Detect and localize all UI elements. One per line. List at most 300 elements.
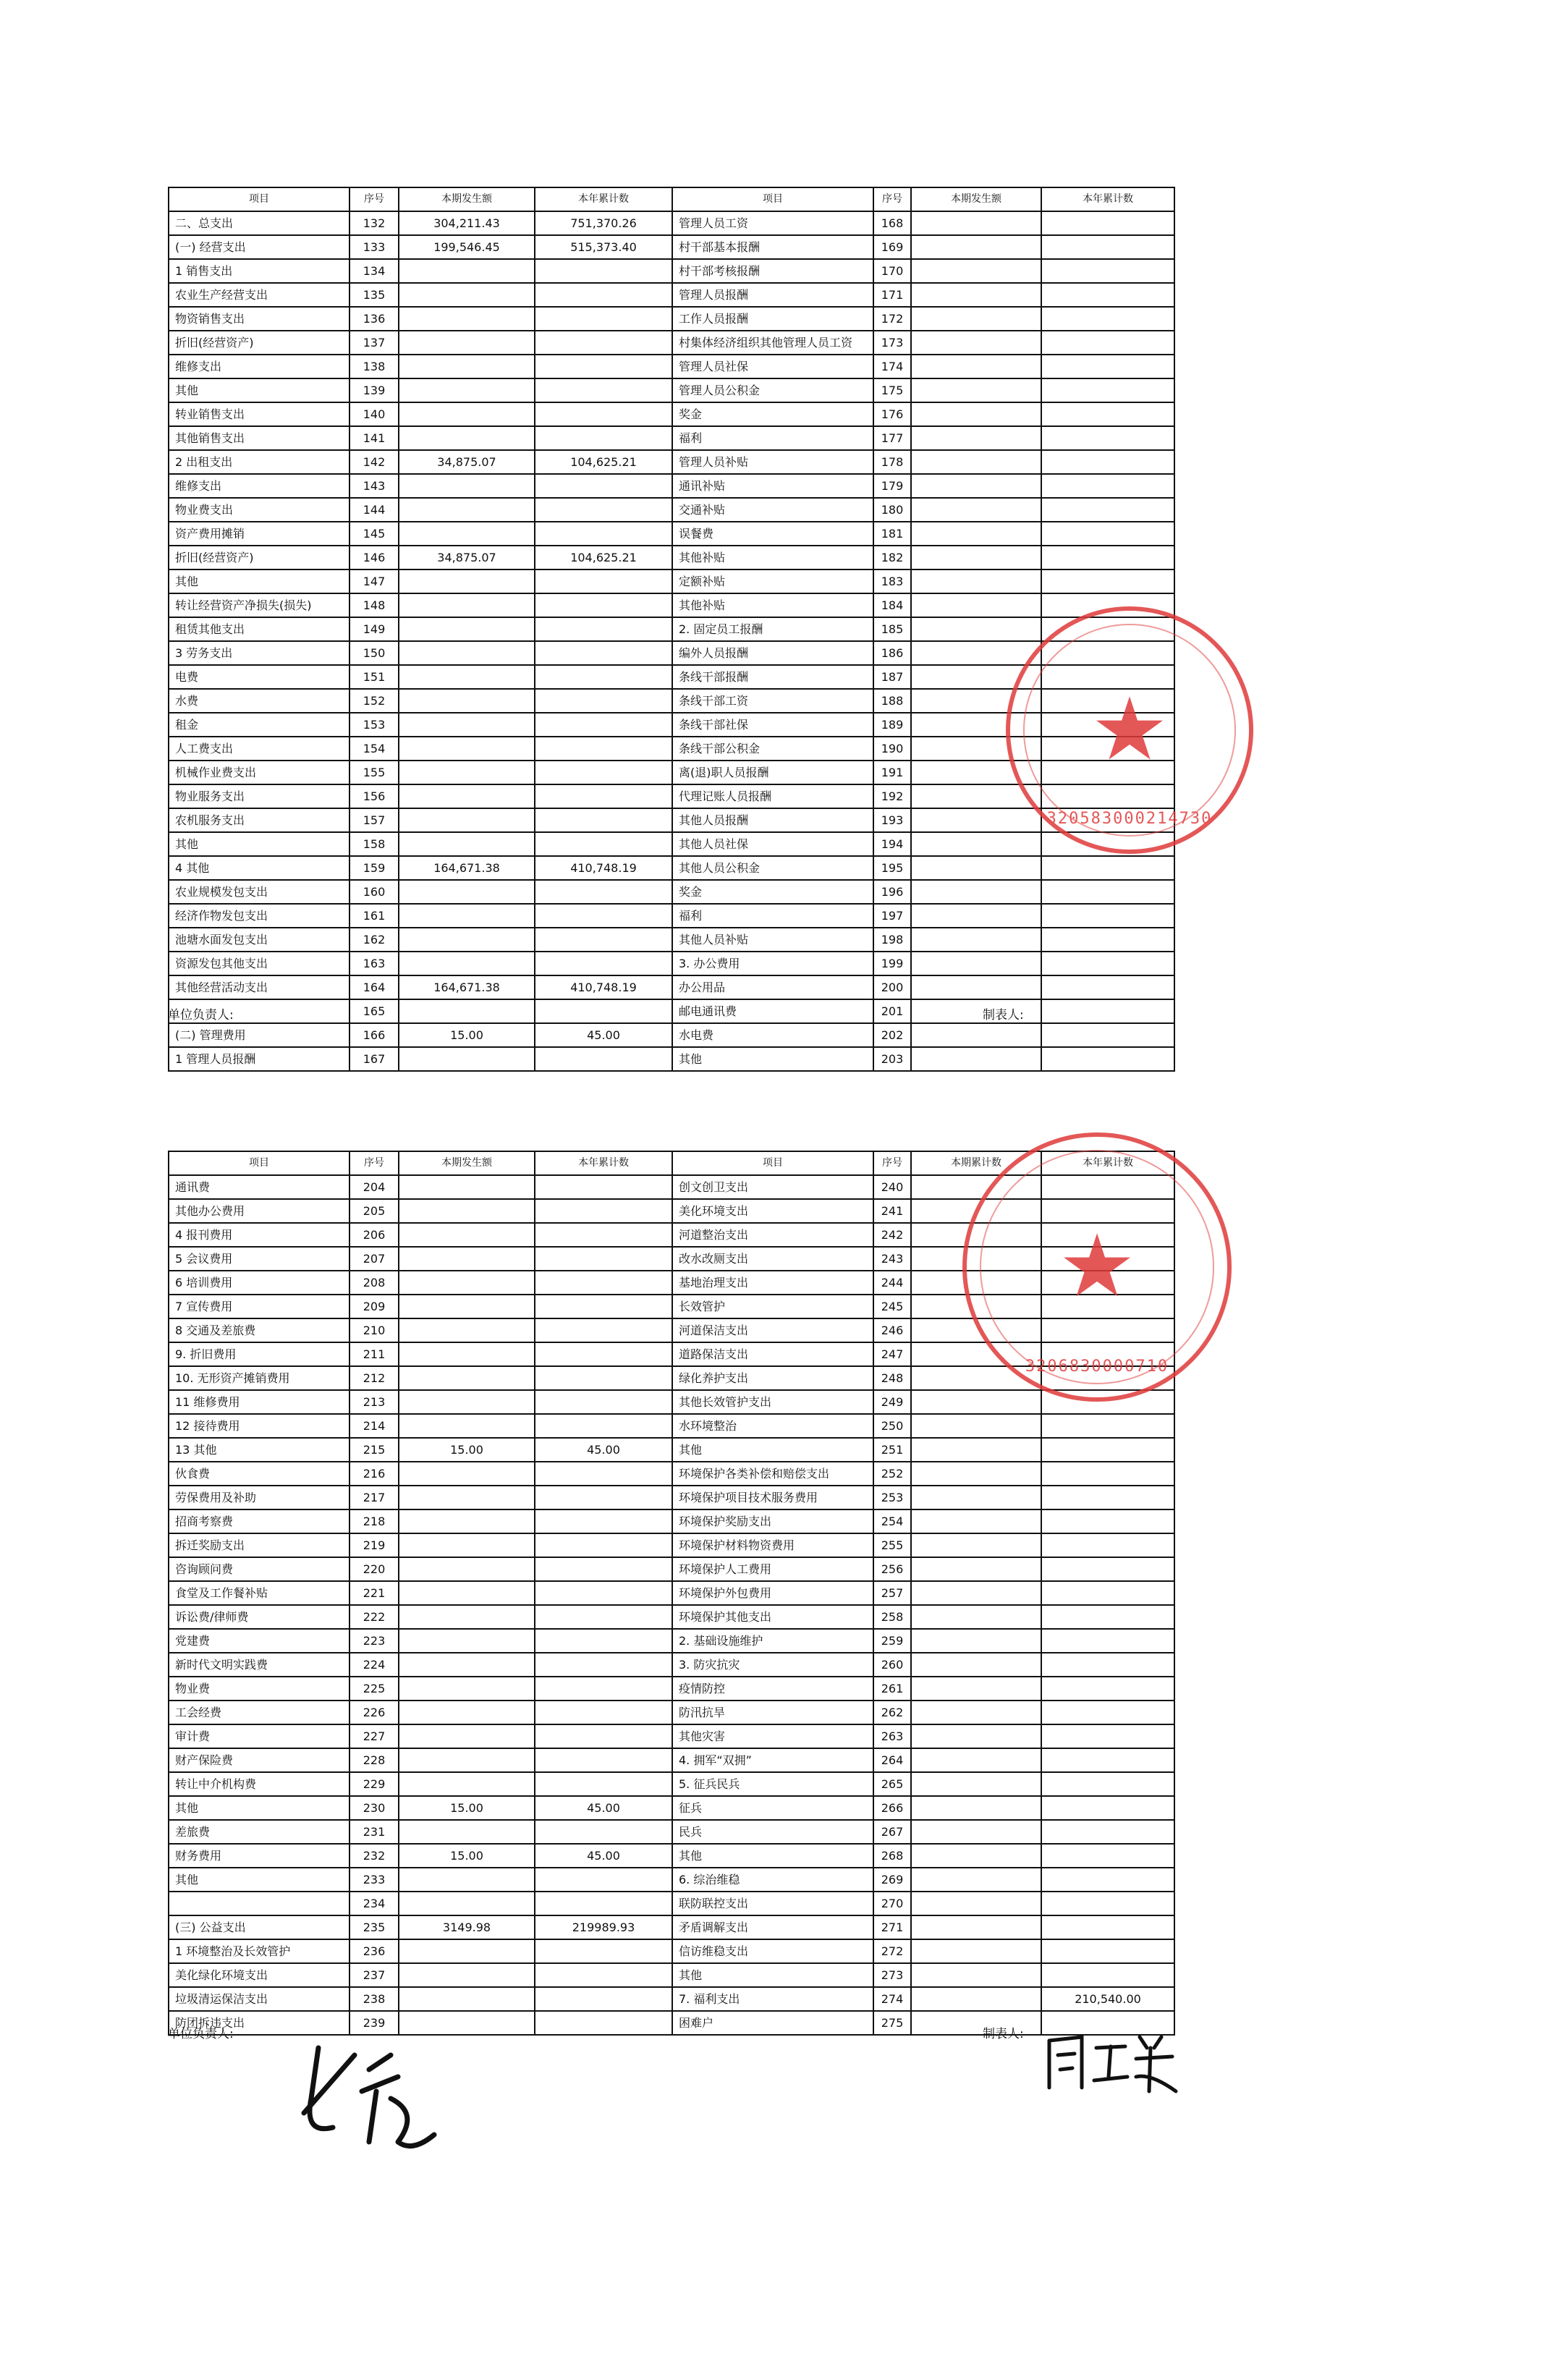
right-ytd-cell (1041, 402, 1174, 426)
table-row (169, 259, 1174, 283)
left-current-cell (399, 880, 535, 904)
left-ytd-cell (535, 1557, 672, 1581)
right-no-cell: 240 (873, 1175, 911, 1199)
left-item-cell: 咨询顾问费 (169, 1557, 350, 1581)
right-current-cell (911, 1844, 1041, 1868)
right-current-cell (911, 641, 1041, 665)
right-item-cell: 矛盾调解支出 (672, 1915, 873, 1939)
right-no-cell: 257 (873, 1581, 911, 1605)
left-no-cell: 221 (350, 1581, 399, 1605)
left-no-cell: 143 (350, 474, 399, 498)
table-row (169, 1023, 1174, 1047)
right-ytd-cell (1041, 1047, 1174, 1071)
left-current-cell (399, 1677, 535, 1701)
left-item-cell: 水费 (169, 689, 350, 713)
right-ytd-cell (1041, 378, 1174, 402)
right-item-cell: 通讯补贴 (672, 474, 873, 498)
right-no-cell: 174 (873, 355, 911, 378)
right-no-cell: 248 (873, 1366, 911, 1390)
left-item-cell: 转让经营资产净损失(损失) (169, 593, 350, 617)
table-row (169, 880, 1174, 904)
table-row (169, 1390, 1174, 1414)
table-row (169, 1724, 1174, 1748)
left-current-cell (399, 1963, 535, 1987)
left-ytd-cell (535, 880, 672, 904)
right-item-cell: 交通补贴 (672, 498, 873, 522)
left-item-cell: 人工费支出 (169, 737, 350, 761)
left-current-cell (399, 665, 535, 689)
table-row (169, 1414, 1174, 1438)
right-no-cell: 197 (873, 904, 911, 928)
left-item-cell: 食堂及工作餐补贴 (169, 1581, 350, 1605)
right-ytd-cell (1041, 1868, 1174, 1892)
right-ytd-cell (1041, 1438, 1174, 1462)
right-item-cell: 福利 (672, 904, 873, 928)
right-current-cell (911, 952, 1041, 975)
table-row (169, 1963, 1174, 1987)
table-row (169, 522, 1174, 546)
right-ytd-cell (1041, 952, 1174, 975)
left-current-cell (399, 1390, 535, 1414)
left-no-cell: 217 (350, 1486, 399, 1509)
right-no-cell: 194 (873, 832, 911, 856)
left-item-cell: 其他 (169, 832, 350, 856)
left-item-cell: 差旅费 (169, 1820, 350, 1844)
left-current-cell (399, 641, 535, 665)
table-row (169, 307, 1174, 331)
right-no-cell: 245 (873, 1295, 911, 1318)
left-current-cell (399, 761, 535, 784)
right-current-cell (911, 283, 1041, 307)
left-current-cell (399, 1199, 535, 1223)
right-current-cell (911, 1581, 1041, 1605)
left-current-cell (399, 1868, 535, 1892)
right-item-cell: 邮电通讯费 (672, 999, 873, 1023)
right-ytd-cell (1041, 1748, 1174, 1772)
right-item-cell: 民兵 (672, 1820, 873, 1844)
header-item: 项目 (169, 187, 350, 211)
left-no-cell: 233 (350, 1868, 399, 1892)
right-no-cell: 268 (873, 1844, 911, 1868)
left-no-cell: 135 (350, 283, 399, 307)
left-item-cell: 工会经费 (169, 1701, 350, 1724)
left-item-cell: 农业规模发包支出 (169, 880, 350, 904)
right-current-cell (911, 569, 1041, 593)
left-current-cell (399, 928, 535, 952)
left-no-cell: 232 (350, 1844, 399, 1868)
left-current-cell (399, 808, 535, 832)
right-ytd-cell (1041, 235, 1174, 259)
left-no-cell: 158 (350, 832, 399, 856)
right-current-cell (911, 1438, 1041, 1462)
right-item-cell: 征兵 (672, 1796, 873, 1820)
right-item-cell: 条线干部工资 (672, 689, 873, 713)
right-item-cell: 疫情防控 (672, 1677, 873, 1701)
left-ytd-cell: 410,748.19 (535, 856, 672, 880)
left-current-cell (399, 952, 535, 975)
right-current-cell (911, 1677, 1041, 1701)
right-current-cell (911, 1748, 1041, 1772)
right-current-cell (911, 522, 1041, 546)
left-ytd-cell (535, 1868, 672, 1892)
left-ytd-cell (535, 498, 672, 522)
table-row (169, 331, 1174, 355)
left-current-cell (399, 1223, 535, 1247)
left-current-cell: 304,211.43 (399, 211, 535, 235)
left-current-cell (399, 1486, 535, 1509)
left-current-cell (399, 402, 535, 426)
left-no-cell: 219 (350, 1533, 399, 1557)
left-ytd-cell: 45.00 (535, 1438, 672, 1462)
unit-head-signature (289, 2026, 456, 2156)
table-row (169, 1892, 1174, 1915)
right-no-cell: 267 (873, 1820, 911, 1844)
right-no-cell: 193 (873, 808, 911, 832)
right-ytd-cell (1041, 546, 1174, 569)
right-no-cell: 175 (873, 378, 911, 402)
right-ytd-cell (1041, 1653, 1174, 1677)
right-current-cell (911, 1868, 1041, 1892)
left-item-cell: 池塘水面发包支出 (169, 928, 350, 952)
right-current-cell (911, 1509, 1041, 1533)
left-no-cell: 213 (350, 1390, 399, 1414)
left-item-cell: 物业费 (169, 1677, 350, 1701)
left-ytd-cell (535, 928, 672, 952)
right-ytd-cell (1041, 1414, 1174, 1438)
right-ytd-cell (1041, 1915, 1174, 1939)
right-current-cell (911, 880, 1041, 904)
left-current-cell (399, 713, 535, 737)
left-ytd-cell (535, 1247, 672, 1271)
right-no-cell: 263 (873, 1724, 911, 1748)
left-no-cell: 147 (350, 569, 399, 593)
right-item-cell: 其他 (672, 1438, 873, 1462)
right-item-cell: 防汛抗旱 (672, 1701, 873, 1724)
header-no: 序号 (873, 1151, 911, 1175)
table-row (169, 593, 1174, 617)
left-item-cell: 12 接待费用 (169, 1414, 350, 1438)
right-item-cell: 条线干部公积金 (672, 737, 873, 761)
table-row (169, 1653, 1174, 1677)
left-current-cell (399, 522, 535, 546)
table-row (169, 474, 1174, 498)
left-item-cell: 防团拆违支出 (169, 2011, 350, 2035)
table-row (169, 1605, 1174, 1629)
right-ytd-cell: 210,540.00 (1041, 1987, 1174, 2011)
right-ytd-cell (1041, 904, 1174, 928)
right-current-cell (911, 1701, 1041, 1724)
left-current-cell: 164,671.38 (399, 975, 535, 999)
left-ytd-cell (535, 402, 672, 426)
left-ytd-cell (535, 689, 672, 713)
right-item-cell: 其他长效管护支出 (672, 1390, 873, 1414)
left-current-cell (399, 1047, 535, 1071)
left-current-cell (399, 832, 535, 856)
left-item-cell: 其他 (169, 1796, 350, 1820)
right-current-cell (911, 1629, 1041, 1653)
right-current-cell (911, 1892, 1041, 1915)
left-item-cell (169, 1892, 350, 1915)
left-no-cell: 146 (350, 546, 399, 569)
left-current-cell (399, 1318, 535, 1342)
right-no-cell: 184 (873, 593, 911, 617)
left-item-cell: 其他 (169, 1868, 350, 1892)
preparer-label: 制表人: (983, 1008, 1024, 1022)
right-item-cell: 其他 (672, 1963, 873, 1987)
left-item-cell: 8 交通及差旅费 (169, 1318, 350, 1342)
right-current-cell (911, 450, 1041, 474)
right-no-cell: 259 (873, 1629, 911, 1653)
table-row (169, 904, 1174, 928)
left-item-cell: 机械作业费支出 (169, 761, 350, 784)
right-item-cell: 奖金 (672, 402, 873, 426)
left-no-cell: 165 (350, 999, 399, 1023)
header-item: 项目 (672, 1151, 873, 1175)
left-current-cell (399, 689, 535, 713)
right-no-cell: 246 (873, 1318, 911, 1342)
left-item-cell: 维修支出 (169, 474, 350, 498)
left-ytd-cell (535, 1462, 672, 1486)
right-ytd-cell (1041, 307, 1174, 331)
left-no-cell: 226 (350, 1701, 399, 1724)
table-row (169, 1557, 1174, 1581)
right-no-cell: 254 (873, 1509, 911, 1533)
right-current-cell (911, 1557, 1041, 1581)
table-row (169, 1047, 1174, 1071)
left-item-cell: 1 管理人员报酬 (169, 1047, 350, 1071)
right-item-cell: 其他人员报酬 (672, 808, 873, 832)
right-ytd-cell (1041, 999, 1174, 1023)
left-item-cell: 转业销售支出 (169, 402, 350, 426)
right-no-cell: 200 (873, 975, 911, 999)
right-no-cell: 190 (873, 737, 911, 761)
table-row (169, 378, 1174, 402)
table-row (169, 1509, 1174, 1533)
right-no-cell: 177 (873, 426, 911, 450)
header-no: 序号 (350, 187, 399, 211)
right-item-cell: 条线干部报酬 (672, 665, 873, 689)
right-current-cell (911, 331, 1041, 355)
header-no: 序号 (350, 1151, 399, 1175)
left-ytd-cell (535, 1533, 672, 1557)
left-item-cell: 资源发包其他支出 (169, 952, 350, 975)
left-item-cell: 1 销售支出 (169, 259, 350, 283)
left-no-cell: 209 (350, 1295, 399, 1318)
left-current-cell: 34,875.07 (399, 450, 535, 474)
right-no-cell: 198 (873, 928, 911, 952)
left-no-cell: 220 (350, 1557, 399, 1581)
right-no-cell: 182 (873, 546, 911, 569)
left-ytd-cell (535, 784, 672, 808)
right-no-cell: 188 (873, 689, 911, 713)
right-current-cell (911, 1987, 1041, 2011)
right-ytd-cell (1041, 856, 1174, 880)
right-item-cell: 其他灾害 (672, 1724, 873, 1748)
left-no-cell: 212 (350, 1366, 399, 1390)
right-current-cell (911, 498, 1041, 522)
table-row (169, 450, 1174, 474)
left-item-cell: 农业生产经营支出 (169, 283, 350, 307)
right-ytd-cell (1041, 522, 1174, 546)
right-ytd-cell (1041, 1963, 1174, 1987)
left-ytd-cell (535, 952, 672, 975)
right-current-cell (911, 378, 1041, 402)
left-current-cell (399, 1557, 535, 1581)
left-ytd-cell (535, 1939, 672, 1963)
left-ytd-cell (535, 1963, 672, 1987)
right-item-cell: 奖金 (672, 880, 873, 904)
left-current-cell: 164,671.38 (399, 856, 535, 880)
left-current-cell (399, 307, 535, 331)
left-current-cell (399, 331, 535, 355)
left-item-cell: 租赁其他支出 (169, 617, 350, 641)
right-ytd-cell (1041, 975, 1174, 999)
left-ytd-cell (535, 283, 672, 307)
preparer-label: 制表人: (983, 2027, 1024, 2041)
right-item-cell: 其他补贴 (672, 546, 873, 569)
right-current-cell (911, 1047, 1041, 1071)
table-row (169, 1868, 1174, 1892)
header-current: 本期发生额 (911, 187, 1041, 211)
right-current-cell (911, 856, 1041, 880)
right-no-cell: 203 (873, 1047, 911, 1071)
left-no-cell: 215 (350, 1438, 399, 1462)
left-current-cell (399, 1724, 535, 1748)
right-ytd-cell (1041, 1820, 1174, 1844)
right-current-cell (911, 832, 1041, 856)
seal-code: 3206830000710 (1025, 1358, 1169, 1376)
right-current-cell (911, 1462, 1041, 1486)
left-no-cell: 151 (350, 665, 399, 689)
right-item-cell: 村集体经济组织其他管理人员工资 (672, 331, 873, 355)
left-current-cell: 199,546.45 (399, 235, 535, 259)
left-current-cell (399, 1653, 535, 1677)
left-no-cell: 238 (350, 1987, 399, 2011)
left-ytd-cell: 104,625.21 (535, 546, 672, 569)
right-no-cell: 264 (873, 1748, 911, 1772)
left-current-cell (399, 498, 535, 522)
left-current-cell (399, 1175, 535, 1199)
table-row (169, 498, 1174, 522)
left-current-cell (399, 784, 535, 808)
right-item-cell: 水环境整治 (672, 1414, 873, 1438)
left-current-cell (399, 1987, 535, 2011)
left-current-cell (399, 1342, 535, 1366)
left-no-cell: 148 (350, 593, 399, 617)
right-ytd-cell (1041, 211, 1174, 235)
left-no-cell: 235 (350, 1915, 399, 1939)
right-ytd-cell (1041, 426, 1174, 450)
right-item-cell: 7. 福利支出 (672, 1987, 873, 2011)
left-ytd-cell (535, 2011, 672, 2035)
left-current-cell: 3149.98 (399, 1915, 535, 1939)
right-item-cell: 3. 防灾抗灾 (672, 1653, 873, 1677)
right-item-cell: 其他人员补贴 (672, 928, 873, 952)
left-current-cell (399, 1414, 535, 1438)
left-ytd-cell (535, 331, 672, 355)
left-no-cell: 152 (350, 689, 399, 713)
left-ytd-cell (535, 1295, 672, 1318)
left-current-cell (399, 474, 535, 498)
right-no-cell: 199 (873, 952, 911, 975)
left-current-cell (399, 355, 535, 378)
left-item-cell: 诉讼费/律师费 (169, 1605, 350, 1629)
left-no-cell: 222 (350, 1605, 399, 1629)
right-no-cell: 258 (873, 1605, 911, 1629)
right-item-cell: 其他人员社保 (672, 832, 873, 856)
left-item-cell: 13 其他 (169, 1438, 350, 1462)
left-no-cell: 157 (350, 808, 399, 832)
right-ytd-cell (1041, 1629, 1174, 1653)
left-no-cell: 133 (350, 235, 399, 259)
left-no-cell: 207 (350, 1247, 399, 1271)
left-no-cell: 205 (350, 1199, 399, 1223)
right-no-cell: 247 (873, 1342, 911, 1366)
left-no-cell: 225 (350, 1677, 399, 1701)
left-no-cell: 227 (350, 1724, 399, 1748)
right-current-cell (911, 259, 1041, 283)
left-item-cell: 维修支出 (169, 355, 350, 378)
table-row (169, 952, 1174, 975)
left-no-cell: 160 (350, 880, 399, 904)
left-item-cell: 新时代文明实践费 (169, 1653, 350, 1677)
left-current-cell (399, 1748, 535, 1772)
left-no-cell: 164 (350, 975, 399, 999)
left-ytd-cell (535, 1047, 672, 1071)
left-ytd-cell (535, 1724, 672, 1748)
left-ytd-cell: 219989.93 (535, 1915, 672, 1939)
left-item-cell: 其他 (169, 569, 350, 593)
right-no-cell: 192 (873, 784, 911, 808)
left-item-cell: 资产费用摊销 (169, 522, 350, 546)
unit-head-label: 单位负责人: (168, 2027, 234, 2041)
right-item-cell: 信访维稳支出 (672, 1939, 873, 1963)
left-ytd-cell (535, 593, 672, 617)
right-item-cell: 美化环境支出 (672, 1199, 873, 1223)
table-row (169, 1438, 1174, 1462)
left-ytd-cell (535, 1677, 672, 1701)
right-no-cell: 180 (873, 498, 911, 522)
right-no-cell: 275 (873, 2011, 911, 2035)
left-current-cell: 15.00 (399, 1438, 535, 1462)
left-item-cell: 通讯费 (169, 1175, 350, 1199)
left-no-cell: 204 (350, 1175, 399, 1199)
table-row (169, 235, 1174, 259)
left-item-cell: 1 环境整治及长效管护 (169, 1939, 350, 1963)
left-current-cell (399, 378, 535, 402)
left-current-cell (399, 1939, 535, 1963)
left-no-cell: 149 (350, 617, 399, 641)
left-current-cell (399, 1772, 535, 1796)
right-no-cell: 255 (873, 1533, 911, 1557)
left-item-cell: 4 其他 (169, 856, 350, 880)
left-no-cell: 145 (350, 522, 399, 546)
right-ytd-cell (1041, 1533, 1174, 1557)
left-no-cell: 137 (350, 331, 399, 355)
right-no-cell: 186 (873, 641, 911, 665)
left-current-cell (399, 1509, 535, 1533)
right-no-cell: 171 (873, 283, 911, 307)
right-current-cell (911, 1820, 1041, 1844)
left-ytd-cell (535, 1390, 672, 1414)
left-current-cell (399, 1581, 535, 1605)
right-item-cell: 环境保护奖励支出 (672, 1509, 873, 1533)
left-item-cell: 招商考察费 (169, 1509, 350, 1533)
right-item-cell: 管理人员社保 (672, 355, 873, 378)
left-item-cell: 10. 无形资产摊销费用 (169, 1366, 350, 1390)
left-no-cell: 211 (350, 1342, 399, 1366)
left-current-cell (399, 593, 535, 617)
